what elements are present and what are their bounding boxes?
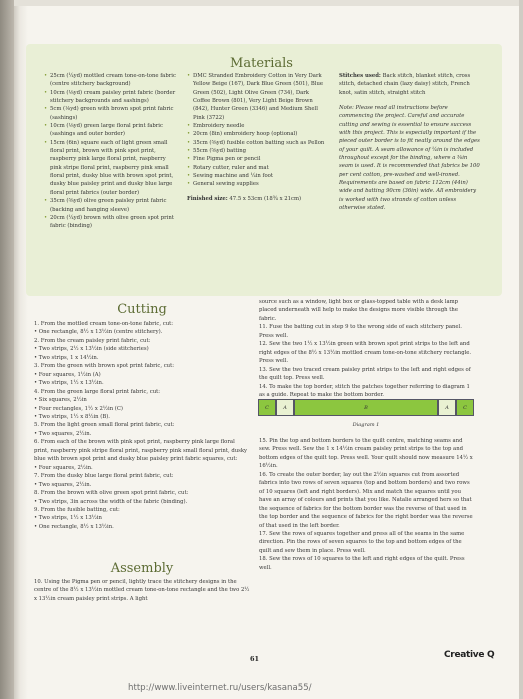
assembly-title: Assembly	[110, 561, 174, 576]
cutting-line: • One rectangle, 8½ x 13½in (centre stitchery).	[34, 329, 163, 336]
cutting-line: 4. From the green large floral print fabric, cut:	[34, 388, 161, 395]
assembly-line: source such as a window, light box or glass-topped table with a desk lamp placed underneath will help to make the designs more visible through the fabric.	[259, 299, 459, 322]
assembly-line: 17. Sew the rows of squares together and press all of the seams in the same direction. Pin the rows of seven squares to the top and bottom edges of the quilt and sew them in place. Press well.	[259, 530, 465, 554]
materials-column-notes	[339, 72, 481, 220]
cutting-line: • Two strips, 2½ x 13½in (side stitcheries)	[34, 346, 149, 353]
watermark-url: http://www.liveinternet.ru/users/kasana55/	[128, 683, 312, 693]
assembly-line: 14. To make the top border, stitch the patches together referring to diagram 1 as a guide. Repeat to make the bottom border.	[259, 383, 470, 398]
cutting-line: • Two strips, 1½ x 13½in	[34, 515, 102, 522]
finished-size-label: Finished size:	[187, 195, 228, 202]
diagram-cell-a: A	[276, 399, 294, 416]
diagram-cell-a: A	[438, 399, 456, 416]
supply-list-item: • 20cm (8in) embroidery hoop (optional)	[187, 130, 326, 138]
fabric-list-item: • 25cm (¼yd) mottled cream tone-on-tone fabric (centre stitchery background)	[44, 72, 176, 89]
supply-list-item: • Sewing machine and ¼in foot	[187, 172, 326, 180]
diagram-cell-b: B	[294, 399, 438, 416]
diagram-caption: Diagram 1	[352, 422, 380, 428]
fabric-list-item: • 35cm (⅜yd) olive green paisley print fabric (backing and hanging sleeve)	[44, 197, 176, 214]
fabric-list-item: • 5cm (⅛yd) green with brown spot print fabric (sashings)	[44, 105, 176, 122]
assembly-line: 18. Sew the rows of 10 squares to the left and right edges of the quilt. Press well.	[259, 556, 465, 571]
diagram-1	[258, 399, 474, 416]
cutting-line: • One rectangle, 8½ x 13½in.	[34, 523, 114, 530]
supply-list-item: • Fine Pigma pen or pencil	[187, 155, 326, 163]
assembly-steps-top	[259, 298, 475, 399]
fabric-list-item: • 20cm (¼yd) brown with olive green spot print fabric (binding)	[44, 214, 176, 231]
fabric-list-item: • 15cm (6in) square each of light green small floral print, brown with pink spot print, raspberry pink large floral print, raspberry pink stripe floral print, raspberry pink small floral print, dusky blue with brown spot print, dusky blue paisley print and dusky blue large floral print fabrics (outer border)	[44, 139, 176, 197]
supply-list-item: • General sewing supplies	[187, 180, 326, 188]
cutting-line: 3. From the green with brown spot print fabric, cut:	[34, 363, 174, 370]
supply-list-item: • 55cm (⅝yd) batting	[187, 147, 326, 155]
stitches-label: Stitches used:	[339, 73, 381, 79]
fabric-list-item: • 10cm (⅛yd) cream paisley print fabric (border stitchery backgrounds and sashings)	[44, 89, 176, 106]
supply-list-item: • Embroidery needle	[187, 122, 326, 130]
assembly-line: 11. Fuse the batting cut in step 9 to the wrong side of each stitchery panel. Press well.	[259, 324, 462, 339]
materials-title: Materials	[230, 56, 293, 71]
supply-list-item: • Rotary cutter, ruler and mat	[187, 164, 326, 172]
cutting-line: • Two squares, 2½in.	[34, 430, 92, 437]
cutting-line: 9. From the fusible batting, cut:	[34, 506, 120, 513]
cutting-line: • Two strips, 1½ x 13½in.	[34, 380, 104, 387]
assembly-steps-bottom	[259, 437, 475, 572]
assembly-intro	[34, 578, 250, 603]
cutting-line: • Two squares, 2½in.	[34, 481, 92, 488]
cutting-line: • Four squares, 1½in (A)	[34, 371, 101, 378]
cutting-line: 2. From the cream paisley print fabric, cut:	[34, 337, 151, 344]
cutting-instructions	[34, 320, 250, 531]
finished-size-value: 47.5 x 53cm (18¾ x 21cm)	[229, 195, 302, 202]
right-edge	[519, 0, 523, 699]
cutting-line: • Four rectangles, 1½ x 2½in (C)	[34, 405, 123, 412]
cutting-title: Cutting	[117, 302, 167, 317]
diagram-cell-c: C	[456, 399, 474, 416]
top-strip	[14, 0, 523, 6]
finished-size	[187, 195, 326, 203]
cutting-line: 8. From the brown with olive green spot print fabric, cut:	[34, 490, 189, 497]
cutting-line: • Four squares, 2½in.	[34, 464, 93, 471]
assembly-line: 12. Sew the two 1½ x 13½in green with brown spot print strips to the left and right edges of the 8½ x 13½in mottled cream tone-on-tone stitchery rectangle. Press well.	[259, 341, 472, 365]
assembly-line: 13. Sew the two traced cream paisley print strips to the left and right edges of the quilt top. Press well.	[259, 366, 471, 382]
cutting-line: • Two strips, 1½ x 8½in (B).	[34, 413, 110, 420]
cutting-line: 5. From the light green small floral print fabric, cut:	[34, 422, 175, 429]
materials-column-supplies	[187, 72, 326, 203]
cutting-line: 7. From the dusky blue large floral print fabric, cut:	[34, 473, 174, 480]
cutting-line: 1. From the mottled cream tone-on-tone fabric, cut:	[34, 321, 174, 327]
binding-shadow	[0, 0, 14, 699]
magazine-logo: Creative Q	[444, 650, 495, 660]
cutting-line: • Two strips, 3in across the width of the fabric (binding).	[34, 498, 188, 505]
note-paragraph: Note: Please read all instructions before commencing the project. Careful and accurate cutting and sewing is essential to ensure success with this project. This is especially important if the pieced outer border is to fit neatly around the edges of your quilt. A seam allowance of ¼in is included throughout except for the binding, where a ⅜in seam is used. It is recommended that fabrics be 100 per cent cotton, pre-washed and well-ironed. Requirements are based on fabric 112cm (44in) wide and batting 90cm (36in) wide. All embroidery is worked with two strands of cotton unless otherwise stated.	[339, 105, 480, 212]
supply-list-item: • 35cm (⅜yd) fusible cotton batting such as Pellon	[187, 139, 326, 147]
assembly-line: 16. To create the outer border, lay out the 2½in squares cut from assorted fabrics into two rows of seven squares (top and bottom borders) and two rows of 10 squares (left and right borders). Mix and match the squares until you have an array of colours and prints that you like. Natalie arranged hers so that the sequence of fabrics for the bottom border was the reverse of that used in the top border and the sequence of fabrics for the right border was the reverse of that used in the left border.	[259, 471, 473, 529]
stitches-used	[339, 72, 481, 97]
stitches-value: Back stitch, blanket stitch, cross stitch, detached chain (lazy daisy) stitch, French knot, satin stitch, straight stitch	[339, 73, 471, 96]
supply-list-item: • DMC Stranded Embroidery Cotton in Very Dark Yellow Beige (167), Dark Blue Green (501), Blue Green (502), Light Olive Green (734), Dark Coffee Brown (801), Very Light Beige Brown (842), Hunter Green (3346) and Medium Shell Pink (3722)	[187, 72, 326, 122]
assembly-line: 15. Pin the top and bottom borders to the quilt centre, matching seams and sew. Press well. Sew the 1 x 14½in cream paisley print strips to the top and bottom edges of the quilt top. Press well. Your quilt should now measure 14½ x 16½in.	[259, 438, 473, 470]
fabric-list-item: • 10cm (⅛yd) green large floral print fabric (sashings and outer border)	[44, 122, 176, 139]
page-number: 61	[250, 655, 260, 663]
cutting-line: 6. From each of the brown with pink spot print, raspberry pink large floral print, raspberry pink stripe floral print, raspberry pink small floral print, dusky blue with brown spot print and dusky blue paisley print fabric squares, cut:	[34, 439, 248, 463]
diagram-cell-c: C	[258, 399, 276, 416]
materials-column-fabrics	[44, 72, 176, 231]
cutting-line: • Six squares, 2½in	[34, 397, 87, 404]
assembly-step-10: 10. Using the Pigma pen or pencil, lightly trace the stitchery designs in the centre of the 8½ x 13½in mottled cream tone-on-tone rectangle and the two 2½ x 13½in cream paisley print strips. A light	[34, 579, 250, 602]
cutting-line: • Two strips, 1 x 14½in.	[34, 354, 99, 361]
